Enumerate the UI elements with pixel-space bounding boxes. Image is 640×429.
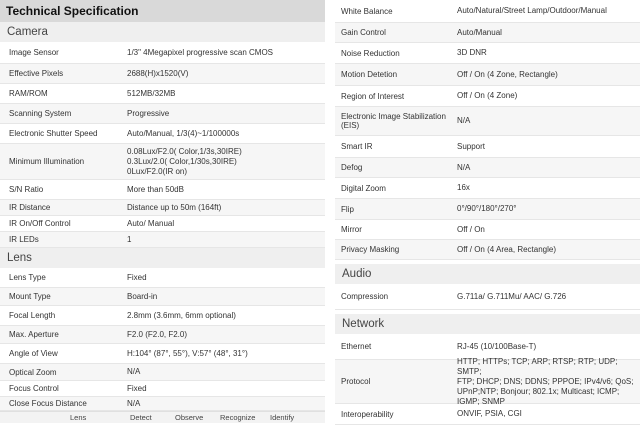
spec-row-region-of-interest [335, 86, 640, 107]
spec-row-compression [335, 284, 640, 310]
spec-value-line: 1/3" 4Megapixel progressive scan CMOS [127, 47, 274, 57]
spec-value-line: 2.8mm (3.6mm, 6mm optional) [127, 310, 236, 320]
spec-value-line: N/A [127, 367, 141, 376]
spec-value [457, 357, 640, 407]
spec-value [457, 342, 640, 352]
spec-value-line: H:104° (87°, 55°), V:57° (48°, 31°) [127, 348, 248, 358]
section-header-network: Network [335, 314, 640, 334]
dori-header-row [0, 411, 325, 423]
dori-col-observe: Observe [175, 413, 204, 422]
spec-row-noise-reduction [335, 43, 640, 64]
section-header-audio: Audio [335, 264, 640, 284]
spec-value-line: More than 50dB [127, 184, 184, 194]
spec-value-line: Fixed [127, 383, 147, 393]
spec-row-electronic-image-stabilization-eis [335, 107, 640, 136]
spec-value [457, 204, 640, 214]
spec-value-line: Auto/Manual [457, 27, 502, 37]
spec-label: Protocol [341, 377, 371, 386]
spec-value-line: 3D DNR [457, 48, 487, 57]
spec-title: Technical Specification [0, 0, 325, 22]
spec-value [123, 292, 325, 302]
spec-value-line: N/A [457, 116, 471, 125]
spec-value [123, 89, 325, 99]
spec-value-line: 0.08Lux/F2.0( Color,1/3s,30IRE) [127, 146, 242, 156]
spec-row-effective-pixels [0, 64, 325, 84]
spec-value [123, 367, 325, 377]
spec-value-line: Auto/ Manual [127, 218, 175, 228]
spec-value-line: 0Lux/F2.0(IR on) [127, 166, 188, 176]
spec-row-digital-zoom [335, 178, 640, 199]
spec-row-focus-control [0, 381, 325, 397]
dori-col-lens: Lens [70, 413, 87, 422]
spec-label: S/N Ratio [9, 185, 44, 194]
spec-value-line: 0°/90°/180°/270° [457, 204, 517, 213]
spec-value [457, 6, 640, 16]
spec-row-interoperability [335, 404, 640, 425]
spec-value-line: G.711a/ G.711Mu/ AAC/ G.726 [457, 291, 567, 301]
spec-value [457, 183, 640, 193]
spec-row-protocol [335, 356, 640, 406]
spec-row-gain-control [335, 23, 640, 43]
spec-value [123, 330, 325, 340]
spec-label: RAM/ROM [9, 89, 48, 98]
spec-label: Privacy Masking [341, 245, 400, 254]
spec-value [123, 109, 325, 119]
spec-row-s-n-ratio [0, 180, 325, 200]
spec-value-line: 16x [457, 183, 470, 192]
spec-label: White Balance [341, 6, 393, 16]
spec-value-line: ONVIF, PSIA, CGI [457, 409, 522, 418]
spec-label: IR LEDs [9, 235, 39, 244]
right-column [335, 0, 640, 425]
spec-row-electronic-shutter-speed [0, 124, 325, 144]
spec-label: Max. Aperture [9, 330, 59, 339]
spec-row-ram-rom [0, 84, 325, 104]
spec-label: Mount Type [9, 292, 51, 301]
dori-col-detect: Detect [130, 413, 152, 422]
spec-row-mount-type [0, 288, 325, 306]
spec-label: Lens Type [9, 273, 46, 282]
spec-value [123, 219, 325, 229]
spec-value-line: Progressive [127, 108, 170, 118]
spec-row-privacy-masking [335, 240, 640, 260]
spec-value-line: Auto/Natural/Street Lamp/Outdoor/Manual [457, 6, 607, 15]
spec-row-focal-length [0, 306, 325, 326]
spec-value [457, 91, 640, 101]
spec-label: Defog [341, 163, 363, 172]
spec-row-ir-distance [0, 200, 325, 216]
spec-label: Focal Length [9, 311, 56, 320]
spec-row-angle-of-view [0, 344, 325, 364]
spec-value-line: Fixed [127, 272, 147, 282]
spec-value-line: F2.0 (F2.0, F2.0) [127, 329, 188, 339]
spec-row-scanning-system [0, 104, 325, 124]
spec-value-line: 2688(H)x1520(V) [127, 68, 189, 78]
spec-label: IR On/Off Control [9, 219, 71, 228]
spec-row-defog [335, 158, 640, 178]
spec-value-line: Support [457, 141, 486, 151]
spec-value [123, 273, 325, 283]
spec-value-line: IGMP; SNMP [457, 396, 506, 406]
image-settings-rows [335, 0, 640, 260]
spec-label: Optical Zoom [9, 367, 57, 377]
spec-value [123, 203, 325, 213]
spec-value [457, 225, 640, 235]
spec-label: Flip [341, 204, 354, 214]
spec-value [457, 70, 640, 80]
spec-value [457, 409, 640, 419]
lens-rows [0, 268, 325, 411]
spec-value-line: HTTP; HTTPs; TCP; ARP; RTSP; RTP; UDP; SMTP; [457, 356, 618, 376]
dori-col-recognize: Recognize [220, 413, 256, 422]
spec-value-line: RJ-45 (10/100Base-T) [457, 341, 537, 351]
audio-rows [335, 284, 640, 310]
spec-value-line: Off / On [457, 224, 485, 234]
spec-row-smart-ir [335, 136, 640, 158]
spec-label: Smart IR [341, 142, 373, 151]
spec-row-image-sensor [0, 42, 325, 64]
spec-value [123, 147, 325, 177]
spec-value [123, 399, 325, 409]
spec-row-white-balance [335, 0, 640, 23]
spec-label: Compression [341, 292, 389, 301]
spec-label: Electronic Image Stabilization (EIS) [341, 112, 446, 130]
spec-value-line: Off / On (4 Zone) [457, 91, 518, 100]
spec-row-mirror [335, 220, 640, 240]
spec-value [123, 311, 325, 321]
spec-row-minimum-illumination [0, 144, 325, 180]
spec-value-line: Distance up to 50m (164ft) [127, 202, 222, 212]
spec-value [457, 48, 640, 58]
spec-value-line: 1 [127, 234, 132, 244]
spec-value [123, 384, 325, 394]
spec-label: Digital Zoom [341, 183, 386, 193]
spec-value [457, 245, 640, 255]
spec-label: Scanning System [9, 109, 72, 118]
spec-label: Interoperability [341, 409, 394, 419]
spec-row-flip [335, 199, 640, 220]
spec-label: Gain Control [341, 28, 386, 37]
spec-value [123, 185, 325, 195]
camera-rows [0, 42, 325, 248]
spec-label: Mirror [341, 225, 362, 234]
spec-row-motion-detetion [335, 64, 640, 86]
spec-label: Close Focus Distance [9, 399, 87, 408]
spec-value-line: 0.3Lux/2.0( Color,1/30s,30IRE) [127, 156, 237, 166]
spec-row-close-focus-distance [0, 397, 325, 411]
spec-label: Noise Reduction [341, 48, 400, 58]
spec-label: IR Distance [9, 203, 51, 212]
section-header-camera: Camera [0, 22, 325, 42]
spec-value [123, 69, 325, 79]
spec-label: Electronic Shutter Speed [9, 129, 98, 138]
spec-row-ir-on-off-control [0, 216, 325, 232]
spec-row-optical-zoom [0, 364, 325, 381]
spec-label: Ethernet [341, 342, 372, 351]
section-header-lens: Lens [0, 248, 325, 268]
spec-row-lens-type [0, 268, 325, 288]
dori-col-identify: Identify [270, 413, 295, 422]
spec-value-line: Board-in [127, 291, 158, 301]
spec-value [123, 48, 325, 58]
spec-row-max-aperture [0, 326, 325, 344]
spec-value-line: Off / On (4 Zone, Rectangle) [457, 69, 558, 79]
spec-value-line: 512MB/32MB [127, 88, 176, 98]
spec-value [457, 116, 640, 126]
spec-value [457, 292, 640, 302]
spec-label: Minimum Illumination [9, 157, 85, 166]
spec-row-ir-leds [0, 232, 325, 248]
spec-label: Angle of View [9, 349, 58, 358]
spec-label: Effective Pixels [9, 69, 64, 78]
network-rows [335, 334, 640, 425]
spec-value [457, 142, 640, 152]
spec-value [457, 163, 640, 173]
spec-label: Focus Control [9, 384, 59, 393]
spec-value-line: N/A [127, 398, 141, 408]
spec-value-line: Auto/Manual, 1/3(4)~1/100000s [127, 128, 240, 138]
spec-label: Image Sensor [9, 48, 59, 57]
spec-label: Motion Detetion [341, 70, 398, 79]
spec-value [123, 129, 325, 139]
spec-value [457, 28, 640, 38]
spec-value-line: N/A [457, 162, 471, 172]
spec-value-line: FTP; DHCP; DNS; DDNS; PPPOE; IPv4/v6; QoS; [457, 376, 634, 386]
spec-value-line: Off / On (4 Area, Rectangle) [457, 244, 557, 254]
spec-label: Region of Interest [341, 91, 405, 101]
spec-value-line: UPnP;NTP; Bonjour; 802.1x; Multicast; ICMP; [457, 386, 620, 396]
spec-value [123, 235, 325, 245]
spec-value [123, 349, 325, 359]
